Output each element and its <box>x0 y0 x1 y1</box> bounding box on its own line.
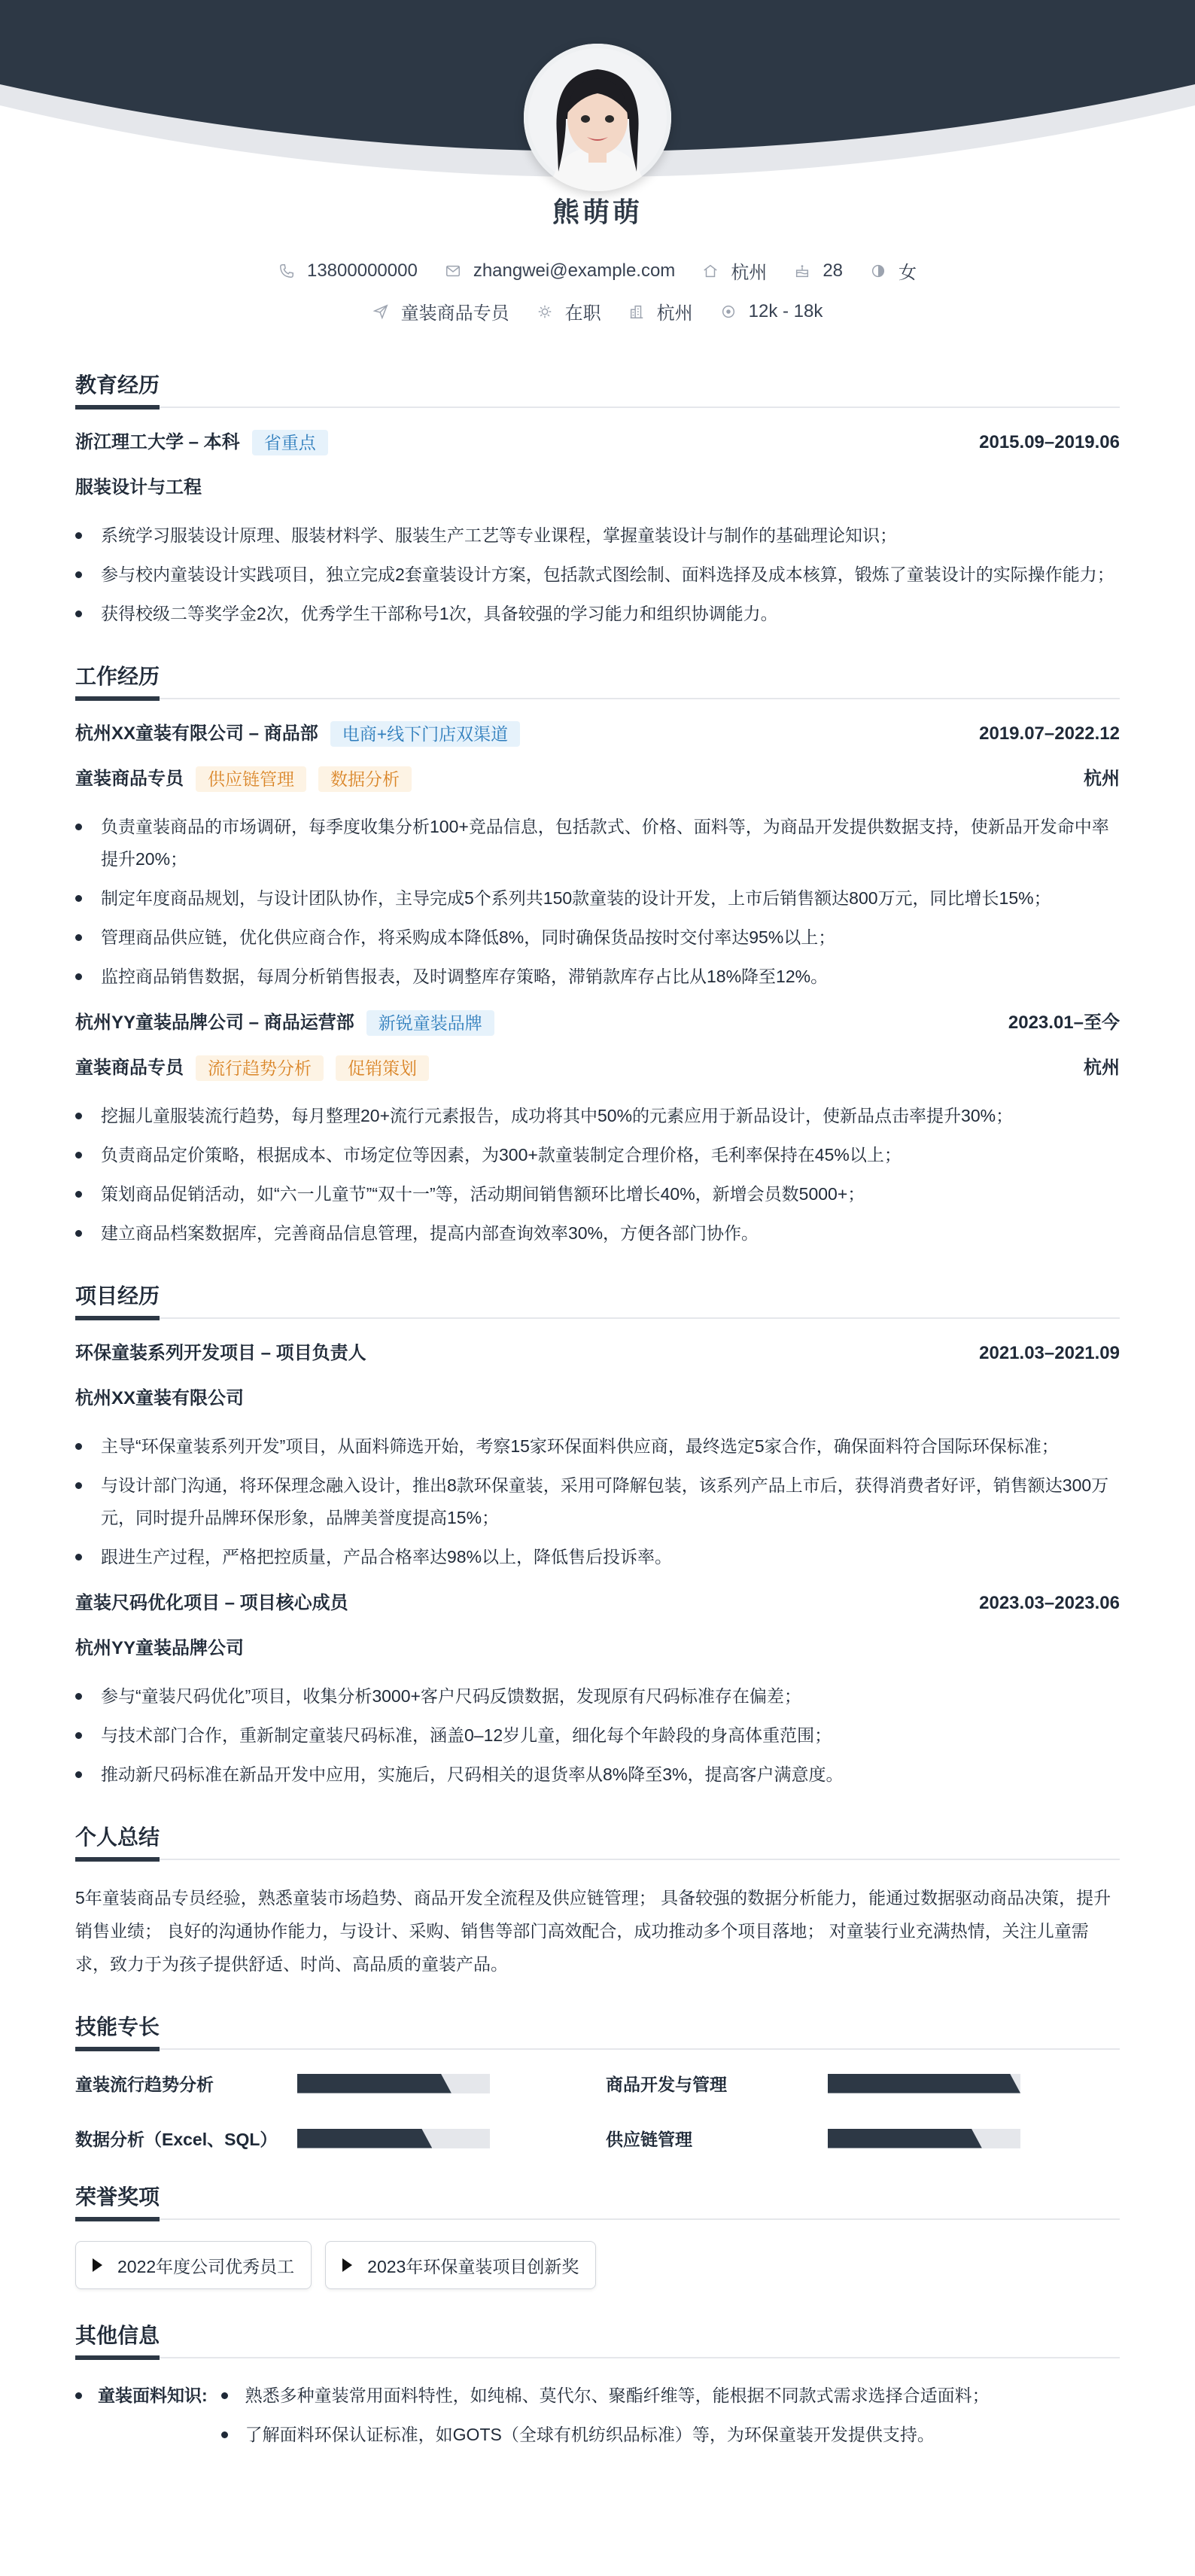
list-item: 与技术部门合作，重新制定童装尺码标准，涵盖0–12岁儿童，细化每个年龄段的身高体重范围； <box>75 1719 1120 1752</box>
section-title: 其他信息 <box>75 2319 1120 2358</box>
project-bullets <box>75 1680 1120 1791</box>
role-name: 童装商品专员 <box>75 1058 184 1078</box>
candidate-name: 熊萌萌 <box>552 196 643 227</box>
company-tag: 新锐童装品牌 <box>366 1010 494 1036</box>
avatar <box>524 44 671 191</box>
list-item: 推动新尺码标准在新品开发中应用，实施后，尺码相关的退货率从8%降至3%，提高客户满意度。 <box>75 1758 1120 1791</box>
project-period: 2021.03–2021.09 <box>979 1343 1120 1363</box>
phone-text: 13800000000 <box>306 260 418 281</box>
work-header <box>75 720 1120 748</box>
project-company: 杭州XX童装有限公司 <box>75 1388 245 1408</box>
award-item <box>75 2241 312 2289</box>
salary-text: 12k - 18k <box>748 300 823 321</box>
other-section <box>75 2319 1120 2458</box>
role-row <box>75 1055 1120 1082</box>
summary-text: 5年童装商品专员经验，熟悉童装市场趋势、商品开发全流程及供应链管理； 具备较强的数据分析能力，能通过数据驱动商品决策，提升销售业绩； 良好的沟通协作能力，与设计、采购、销售等部门高效配合，成功推动多个项目落地； 对童装行业充满热情，关注儿童需求，致力于为孩子提供舒适、时尚、高品质的童装产品。 <box>75 1888 1111 1974</box>
list-item: 获得校级二等奖学金2次，优秀学生干部称号1次，具备较强的学习能力和组织协调能力。 <box>75 598 1120 630</box>
status-item <box>537 298 601 324</box>
mail-icon <box>445 263 461 279</box>
school-tag: 省重点 <box>252 430 328 455</box>
age-item <box>794 260 843 282</box>
skill-item <box>75 2071 606 2096</box>
resume-content <box>75 369 1120 2488</box>
skill-bar <box>828 2074 1020 2093</box>
project-bullets <box>75 1430 1120 1573</box>
project-company-row <box>75 1385 1120 1412</box>
role-tag: 促销策划 <box>336 1055 429 1081</box>
project-name: 环保童装系列开发项目 – 项目负责人 <box>75 1343 366 1363</box>
project-name: 童装尺码优化项目 – 项目核心成员 <box>75 1593 348 1613</box>
awards-list <box>75 2241 1120 2289</box>
list-item: 制定年度商品规划，与设计团队协作，主导完成5个系列共150款童装的设计开发，上市后销售额达800万元，同比增长15%； <box>75 882 1120 915</box>
education-header <box>75 429 1120 456</box>
play-icon <box>93 2258 102 2272</box>
skill-item <box>606 2071 1120 2096</box>
role-row <box>75 766 1120 793</box>
section-title: 项目经历 <box>75 1280 1120 1319</box>
target-city-text: 杭州 <box>656 303 693 324</box>
section-title: 个人总结 <box>75 1821 1120 1860</box>
skill-name: 供应链管理 <box>606 2130 692 2149</box>
list-item: 参与“童装尺码优化”项目，收集分析3000+客户尺码反馈数据，发现原有尺码标准存在偏差； <box>75 1680 1120 1713</box>
award-text: 2022年度公司优秀员工 <box>117 2256 295 2276</box>
gender-item <box>870 257 917 284</box>
portrait-image <box>524 44 671 191</box>
school-name: 浙江理工大学 – 本科 <box>75 432 240 452</box>
skill-bar-fill <box>828 2074 1020 2093</box>
job-title-text: 童装商品专员 <box>400 303 509 324</box>
section-title: 教育经历 <box>75 369 1120 408</box>
skill-bar <box>828 2129 1020 2148</box>
job-title-item <box>372 298 509 324</box>
work-period: 2023.01–至今 <box>1008 1012 1120 1033</box>
major-name: 服装设计与工程 <box>75 477 202 498</box>
honors-section <box>75 2181 1120 2289</box>
phone-icon <box>278 263 295 279</box>
work-city: 杭州 <box>1084 1058 1120 1078</box>
list-item: 挖掘儿童服装流行趋势，每月整理20+流行元素报告，成功将其中50%的元素应用于新品设计，使新品点击率提升30%； <box>75 1100 1120 1132</box>
location-text: 杭州 <box>731 263 768 283</box>
gender-text: 女 <box>899 263 917 283</box>
salary-icon <box>720 303 737 320</box>
section-title: 工作经历 <box>75 660 1120 699</box>
skill-name: 数据分析（Excel、SQL） <box>75 2130 278 2149</box>
send-icon <box>372 303 389 320</box>
list-item: 建立商品档案数据库，完善商品信息管理，提高内部查询效率30%，方便各部门协作。 <box>75 1217 1120 1250</box>
skill-name: 商品开发与管理 <box>606 2075 727 2094</box>
building-icon <box>628 303 645 320</box>
skill-bar-fill <box>828 2129 982 2148</box>
skills-section <box>75 2011 1120 2151</box>
section-title: 荣誉奖项 <box>75 2181 1120 2220</box>
list-item: 负责商品定价策略，根据成本、市场定位等因素，为300+款童装制定合理价格，毛利率保持在45%以上； <box>75 1139 1120 1171</box>
list-item: 管理商品供应链，优化供应商合作，将采购成本降低8%，同时确保货品按时交付率达95%以上； <box>75 921 1120 954</box>
role-tag: 流行趋势分析 <box>196 1055 324 1081</box>
list-item: 与设计部门沟通，将环保理念融入设计，推出8款环保童装，采用可降解包装，该系列产品上市后，获得消费者好评，销售额达300万元，同时提升品牌环保形象，品牌美誉度提高15%； <box>75 1469 1120 1534</box>
company-name: 杭州YY童装品牌公司 – 商品运营部 <box>75 1012 354 1033</box>
work-period: 2019.07–2022.12 <box>979 723 1120 744</box>
project-header <box>75 1590 1120 1617</box>
list-item: 策划商品促销活动，如“六一儿童节”“双十一”等，活动期间销售额环比增长40%，新增会员数5000+； <box>75 1178 1120 1210</box>
status-icon <box>537 303 553 320</box>
skill-item <box>606 2126 1120 2151</box>
projects-section <box>75 1280 1120 1791</box>
work-header <box>75 1009 1120 1037</box>
skill-item <box>75 2126 606 2151</box>
section-title: 技能专长 <box>75 2011 1120 2050</box>
work-city: 杭州 <box>1084 769 1120 789</box>
age-text: 28 <box>823 260 844 281</box>
gender-icon <box>870 263 886 279</box>
contact-row <box>0 257 1195 284</box>
skill-bar-fill <box>297 2129 432 2148</box>
salary-item <box>720 301 823 322</box>
list-item: 监控商品销售数据，每周分析销售报表，及时调整库存策略，滞销款库存占比从18%降至12%。 <box>75 961 1120 993</box>
home-icon <box>702 263 719 279</box>
job-intent-row <box>0 298 1195 324</box>
list-item: 跟进生产过程，严格把控质量，产品合格率达98%以上，降低售后投诉率。 <box>75 1541 1120 1573</box>
list-item: 系统学习服装设计原理、服装材料学、服装生产工艺等专业课程，掌握童装设计与制作的基础理论知识； <box>75 519 1120 552</box>
other-info <box>75 2380 1120 2458</box>
email-item <box>445 260 676 282</box>
project-company: 杭州YY童装品牌公司 <box>75 1638 245 1658</box>
location-item <box>702 257 767 284</box>
play-icon <box>342 2258 352 2272</box>
education-period: 2015.09–2019.06 <box>979 432 1120 452</box>
skills-grid <box>75 2071 1120 2151</box>
skill-bar <box>297 2129 490 2148</box>
role-tag: 数据分析 <box>318 766 412 792</box>
education-bullets <box>75 519 1120 630</box>
other-key: 童装面料知识: <box>75 2380 208 2458</box>
list-item: 了解面料环保认证标准，如GOTS（全球有机纺织品标准）等，为环保童装开发提供支持。 <box>221 2419 990 2451</box>
target-city-item <box>628 298 693 324</box>
company-name: 杭州XX童装有限公司 – 商品部 <box>75 723 318 744</box>
list-item: 熟悉多种童装常用面料特性，如纯棉、莫代尔、聚酯纤维等，能根据不同款式需求选择合适面料； <box>221 2380 990 2412</box>
status-text: 在职 <box>564 303 601 324</box>
company-tag: 电商+线下门店双渠道 <box>330 721 520 747</box>
work-bullets <box>75 811 1120 993</box>
skill-name: 童装流行趋势分析 <box>75 2075 214 2094</box>
award-item <box>325 2241 596 2289</box>
list-item: 主导“环保童装系列开发”项目，从面料筛选开始，考察15家环保面料供应商，最终选定5家合作，确保面料符合国际环保标准； <box>75 1430 1120 1463</box>
award-text: 2023年环保童装项目创新奖 <box>367 2256 579 2276</box>
skill-bar <box>297 2074 490 2093</box>
project-period: 2023.03–2023.06 <box>979 1593 1120 1613</box>
project-header <box>75 1340 1120 1367</box>
cake-icon <box>794 263 810 279</box>
summary-section <box>75 1821 1120 1981</box>
major-row <box>75 474 1120 501</box>
work-bullets <box>75 1100 1120 1250</box>
role-name: 童装商品专员 <box>75 769 184 789</box>
phone-item <box>278 260 418 282</box>
skill-bar-fill <box>297 2074 452 2093</box>
education-section <box>75 369 1120 630</box>
work-section <box>75 660 1120 1250</box>
role-tag: 供应链管理 <box>196 766 306 792</box>
other-items <box>221 2380 990 2458</box>
email-text: zhangwei@example.com <box>473 260 676 281</box>
list-item: 负责童装商品的市场调研，每季度收集分析100+竞品信息，包括款式、价格、面料等，为商品开发提供数据支持，使新品开发命中率提升20%； <box>75 811 1120 875</box>
list-item: 参与校内童装设计实践项目，独立完成2套童装设计方案，包括款式图绘制、面料选择及成本核算，锻炼了童装设计的实际操作能力； <box>75 559 1120 591</box>
project-company-row <box>75 1635 1120 1662</box>
